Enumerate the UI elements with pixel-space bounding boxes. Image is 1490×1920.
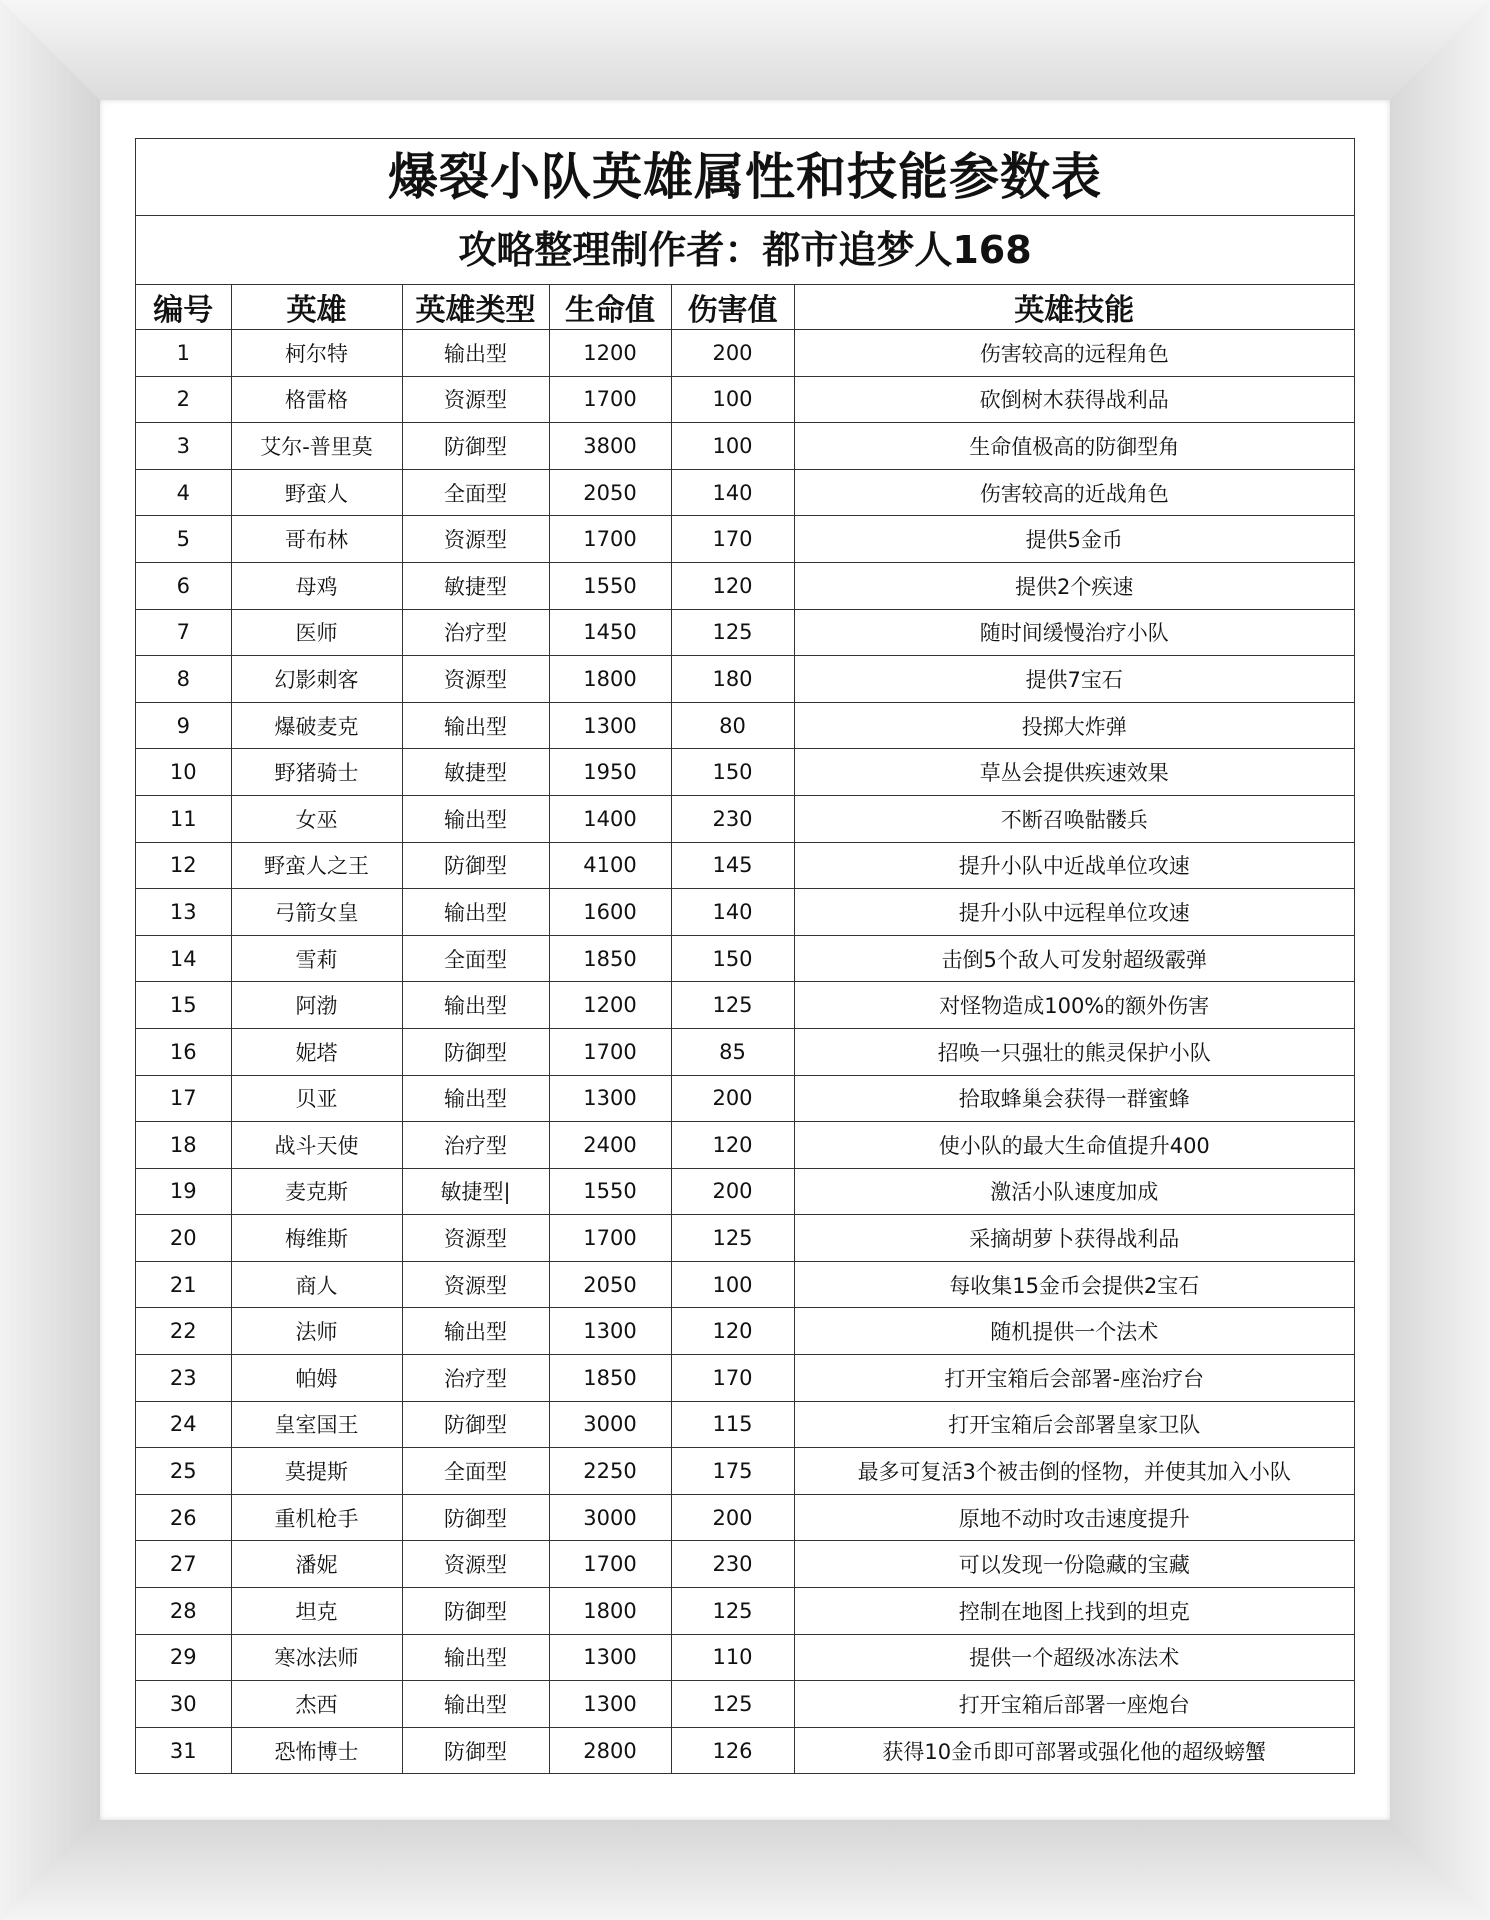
cell-hero: 莫提斯 xyxy=(231,1448,402,1495)
cell-hero-type: 资源型 xyxy=(402,516,549,563)
cell-skill: 拾取蜂巢会获得一群蜜蜂 xyxy=(794,1075,1354,1122)
cell-id: 12 xyxy=(136,842,231,889)
frame-bevel-bottom xyxy=(0,1820,1490,1920)
table-row xyxy=(136,1215,1354,1262)
header-skill: 英雄技能 xyxy=(794,285,1354,330)
cell-damage: 140 xyxy=(671,469,794,516)
cell-damage: 175 xyxy=(671,1448,794,1495)
cell-id: 9 xyxy=(136,702,231,749)
cell-id: 31 xyxy=(136,1727,231,1773)
cell-damage: 110 xyxy=(671,1634,794,1681)
cell-damage: 170 xyxy=(671,516,794,563)
cell-hero-type: 输出型 xyxy=(402,330,549,377)
cell-hero-type: 治疗型 xyxy=(402,609,549,656)
cell-hp: 1300 xyxy=(549,1634,671,1681)
cell-hp: 1850 xyxy=(549,1355,671,1402)
cell-hero: 阿渤 xyxy=(231,982,402,1029)
cell-skill: 采摘胡萝卜获得战利品 xyxy=(794,1215,1354,1262)
cell-id: 4 xyxy=(136,469,231,516)
hero-table-sheet xyxy=(135,138,1355,1774)
cell-id: 1 xyxy=(136,330,231,377)
cell-hero: 医师 xyxy=(231,609,402,656)
table-row xyxy=(136,1494,1354,1541)
table-row xyxy=(136,1588,1354,1635)
cell-skill: 草丛会提供疾速效果 xyxy=(794,749,1354,796)
table-row xyxy=(136,469,1354,516)
frame-bevel-top xyxy=(0,0,1490,100)
cell-skill: 提供5金币 xyxy=(794,516,1354,563)
cell-skill: 可以发现一份隐藏的宝藏 xyxy=(794,1541,1354,1588)
table-row xyxy=(136,935,1354,982)
cell-hero: 艾尔-普里莫 xyxy=(231,423,402,470)
cell-hero-type: 敏捷型 xyxy=(402,562,549,609)
cell-hp: 1700 xyxy=(549,516,671,563)
cell-skill: 伤害较高的远程角色 xyxy=(794,330,1354,377)
cell-id: 26 xyxy=(136,1494,231,1541)
cell-hero: 野蛮人之王 xyxy=(231,842,402,889)
cell-skill: 提供7宝石 xyxy=(794,656,1354,703)
cell-hero: 贝亚 xyxy=(231,1075,402,1122)
cell-id: 8 xyxy=(136,656,231,703)
cell-id: 19 xyxy=(136,1168,231,1215)
cell-skill: 控制在地图上找到的坦克 xyxy=(794,1588,1354,1635)
cell-hp: 1850 xyxy=(549,935,671,982)
paper-sheet xyxy=(100,100,1390,1820)
cell-hero-type: 资源型 xyxy=(402,376,549,423)
cell-hero-type: 输出型 xyxy=(402,1681,549,1728)
table-row xyxy=(136,1075,1354,1122)
cell-hero-type: 治疗型 xyxy=(402,1355,549,1402)
cell-hero: 潘妮 xyxy=(231,1541,402,1588)
cell-id: 7 xyxy=(136,609,231,656)
cell-id: 27 xyxy=(136,1541,231,1588)
cell-hp: 2400 xyxy=(549,1122,671,1169)
cell-hero-type: 敏捷型| xyxy=(402,1168,549,1215)
cell-hp: 1200 xyxy=(549,982,671,1029)
cell-hp: 1800 xyxy=(549,1588,671,1635)
page-subtitle: 攻略整理制作者：都市追梦人168 xyxy=(136,216,1354,285)
cell-hero-type: 全面型 xyxy=(402,935,549,982)
table-row xyxy=(136,1681,1354,1728)
cell-hp: 1800 xyxy=(549,656,671,703)
cell-hero: 坦克 xyxy=(231,1588,402,1635)
cell-hp: 1400 xyxy=(549,795,671,842)
cell-damage: 230 xyxy=(671,795,794,842)
cell-skill: 提供2个疾速 xyxy=(794,562,1354,609)
cell-skill: 最多可复活3个被击倒的怪物，并使其加入小队 xyxy=(794,1448,1354,1495)
cell-damage: 115 xyxy=(671,1401,794,1448)
cell-hero: 格雷格 xyxy=(231,376,402,423)
cell-id: 2 xyxy=(136,376,231,423)
cell-hero: 皇室国王 xyxy=(231,1401,402,1448)
cell-skill: 提升小队中远程单位攻速 xyxy=(794,889,1354,936)
cell-hero-type: 防御型 xyxy=(402,1028,549,1075)
cell-hero-type: 敏捷型 xyxy=(402,749,549,796)
cell-hp: 1700 xyxy=(549,376,671,423)
cell-skill: 打开宝箱后部署一座炮台 xyxy=(794,1681,1354,1728)
table-row xyxy=(136,1448,1354,1495)
cell-hero-type: 防御型 xyxy=(402,1401,549,1448)
cell-damage: 150 xyxy=(671,749,794,796)
cell-id: 17 xyxy=(136,1075,231,1122)
cell-hp: 2050 xyxy=(549,469,671,516)
table-row xyxy=(136,516,1354,563)
cell-damage: 85 xyxy=(671,1028,794,1075)
cell-damage: 125 xyxy=(671,1215,794,1262)
cell-hero: 母鸡 xyxy=(231,562,402,609)
table-row xyxy=(136,1122,1354,1169)
cell-id: 14 xyxy=(136,935,231,982)
cell-id: 16 xyxy=(136,1028,231,1075)
cell-id: 22 xyxy=(136,1308,231,1355)
hero-table xyxy=(136,285,1354,1773)
cell-id: 28 xyxy=(136,1588,231,1635)
cell-id: 13 xyxy=(136,889,231,936)
cell-hero: 商人 xyxy=(231,1261,402,1308)
cell-damage: 200 xyxy=(671,1168,794,1215)
cell-damage: 100 xyxy=(671,376,794,423)
cell-hero: 野蛮人 xyxy=(231,469,402,516)
cell-damage: 145 xyxy=(671,842,794,889)
cell-hp: 2050 xyxy=(549,1261,671,1308)
cell-hero-type: 资源型 xyxy=(402,1261,549,1308)
cell-damage: 125 xyxy=(671,1681,794,1728)
table-body xyxy=(136,330,1354,1774)
cell-skill: 提升小队中近战单位攻速 xyxy=(794,842,1354,889)
cell-hp: 1300 xyxy=(549,702,671,749)
cell-hero-type: 输出型 xyxy=(402,889,549,936)
table-row xyxy=(136,749,1354,796)
cell-hero-type: 输出型 xyxy=(402,702,549,749)
cell-hero: 柯尔特 xyxy=(231,330,402,377)
cell-hp: 1950 xyxy=(549,749,671,796)
cell-damage: 180 xyxy=(671,656,794,703)
cell-hp: 1300 xyxy=(549,1075,671,1122)
cell-damage: 200 xyxy=(671,1075,794,1122)
cell-skill: 招唤一只强壮的熊灵保护小队 xyxy=(794,1028,1354,1075)
cell-hp: 1600 xyxy=(549,889,671,936)
cell-damage: 140 xyxy=(671,889,794,936)
cell-hero: 弓箭女皇 xyxy=(231,889,402,936)
cell-damage: 80 xyxy=(671,702,794,749)
cell-damage: 120 xyxy=(671,1308,794,1355)
cell-hero: 恐怖博士 xyxy=(231,1727,402,1773)
cell-hero: 哥布林 xyxy=(231,516,402,563)
cell-hp: 1550 xyxy=(549,562,671,609)
cell-hero-type: 输出型 xyxy=(402,795,549,842)
cell-skill: 砍倒树木获得战利品 xyxy=(794,376,1354,423)
table-row xyxy=(136,889,1354,936)
cell-hero: 杰西 xyxy=(231,1681,402,1728)
cell-damage: 100 xyxy=(671,1261,794,1308)
cell-skill: 打开宝箱后会部署-座治疗台 xyxy=(794,1355,1354,1402)
page-title: 爆裂小队英雄属性和技能参数表 xyxy=(136,139,1354,216)
cell-skill: 原地不动时攻击速度提升 xyxy=(794,1494,1354,1541)
cell-hp: 3000 xyxy=(549,1494,671,1541)
cell-damage: 125 xyxy=(671,609,794,656)
cell-skill: 投掷大炸弹 xyxy=(794,702,1354,749)
cell-damage: 170 xyxy=(671,1355,794,1402)
cell-hero-type: 治疗型 xyxy=(402,1122,549,1169)
table-row xyxy=(136,656,1354,703)
cell-damage: 125 xyxy=(671,982,794,1029)
cell-hero: 梅维斯 xyxy=(231,1215,402,1262)
cell-id: 30 xyxy=(136,1681,231,1728)
header-id: 编号 xyxy=(136,285,231,330)
cell-hero-type: 资源型 xyxy=(402,1215,549,1262)
table-row xyxy=(136,795,1354,842)
cell-hero-type: 防御型 xyxy=(402,423,549,470)
table-header-row xyxy=(136,285,1354,330)
cell-hero: 帕姆 xyxy=(231,1355,402,1402)
cell-skill: 打开宝箱后会部署皇家卫队 xyxy=(794,1401,1354,1448)
cell-skill: 使小队的最大生命值提升400 xyxy=(794,1122,1354,1169)
cell-hero-type: 防御型 xyxy=(402,1588,549,1635)
cell-hero: 战斗天使 xyxy=(231,1122,402,1169)
cell-damage: 230 xyxy=(671,1541,794,1588)
cell-hero: 法师 xyxy=(231,1308,402,1355)
cell-id: 21 xyxy=(136,1261,231,1308)
header-hero-type: 英雄类型 xyxy=(402,285,549,330)
table-row xyxy=(136,376,1354,423)
cell-id: 20 xyxy=(136,1215,231,1262)
cell-skill: 随时间缓慢治疗小队 xyxy=(794,609,1354,656)
cell-damage: 100 xyxy=(671,423,794,470)
table-row xyxy=(136,842,1354,889)
cell-skill: 激活小队速度加成 xyxy=(794,1168,1354,1215)
cell-hero-type: 全面型 xyxy=(402,469,549,516)
cell-damage: 200 xyxy=(671,1494,794,1541)
cell-skill: 每收集15金币会提供2宝石 xyxy=(794,1261,1354,1308)
cell-hero: 麦克斯 xyxy=(231,1168,402,1215)
cell-hero: 幻影刺客 xyxy=(231,656,402,703)
cell-skill: 伤害较高的近战角色 xyxy=(794,469,1354,516)
table-row xyxy=(136,1308,1354,1355)
cell-hp: 4100 xyxy=(549,842,671,889)
cell-hero: 野猪骑士 xyxy=(231,749,402,796)
cell-hp: 1450 xyxy=(549,609,671,656)
cell-hp: 3000 xyxy=(549,1401,671,1448)
table-row xyxy=(136,1634,1354,1681)
cell-hero-type: 防御型 xyxy=(402,1727,549,1773)
cell-hero-type: 防御型 xyxy=(402,842,549,889)
cell-hero-type: 输出型 xyxy=(402,982,549,1029)
table-row xyxy=(136,1401,1354,1448)
cell-id: 29 xyxy=(136,1634,231,1681)
cell-id: 25 xyxy=(136,1448,231,1495)
cell-id: 6 xyxy=(136,562,231,609)
frame-bevel-right xyxy=(1390,0,1490,1920)
cell-hero: 寒冰法师 xyxy=(231,1634,402,1681)
cell-id: 10 xyxy=(136,749,231,796)
cell-hp: 2800 xyxy=(549,1727,671,1773)
cell-skill: 生命值极高的防御型角 xyxy=(794,423,1354,470)
table-row xyxy=(136,1355,1354,1402)
cell-hero: 重机枪手 xyxy=(231,1494,402,1541)
cell-hero-type: 资源型 xyxy=(402,656,549,703)
cell-hero: 雪莉 xyxy=(231,935,402,982)
cell-hero-type: 防御型 xyxy=(402,1494,549,1541)
cell-id: 3 xyxy=(136,423,231,470)
cell-skill: 获得10金币即可部署或强化他的超级螃蟹 xyxy=(794,1727,1354,1773)
cell-skill: 随机提供一个法术 xyxy=(794,1308,1354,1355)
cell-hero-type: 输出型 xyxy=(402,1075,549,1122)
header-hero: 英雄 xyxy=(231,285,402,330)
cell-id: 18 xyxy=(136,1122,231,1169)
cell-skill: 不断召唤骷髅兵 xyxy=(794,795,1354,842)
header-damage: 伤害值 xyxy=(671,285,794,330)
cell-hp: 1300 xyxy=(549,1681,671,1728)
cell-hp: 2250 xyxy=(549,1448,671,1495)
table-row xyxy=(136,609,1354,656)
cell-skill: 对怪物造成100%的额外伤害 xyxy=(794,982,1354,1029)
cell-hp: 3800 xyxy=(549,423,671,470)
cell-damage: 120 xyxy=(671,1122,794,1169)
cell-hp: 1300 xyxy=(549,1308,671,1355)
cell-skill: 击倒5个敌人可发射超级霰弹 xyxy=(794,935,1354,982)
cell-damage: 126 xyxy=(671,1727,794,1773)
table-row xyxy=(136,702,1354,749)
cell-hero: 爆破麦克 xyxy=(231,702,402,749)
cell-hero-type: 资源型 xyxy=(402,1541,549,1588)
cell-hp: 1200 xyxy=(549,330,671,377)
cell-damage: 200 xyxy=(671,330,794,377)
cell-hero-type: 输出型 xyxy=(402,1634,549,1681)
table-row xyxy=(136,423,1354,470)
cell-damage: 125 xyxy=(671,1588,794,1635)
table-row xyxy=(136,982,1354,1029)
header-hp: 生命值 xyxy=(549,285,671,330)
cell-id: 15 xyxy=(136,982,231,1029)
cell-hp: 1700 xyxy=(549,1028,671,1075)
table-row xyxy=(136,330,1354,377)
table-row xyxy=(136,1727,1354,1773)
table-row xyxy=(136,1261,1354,1308)
cell-hero: 妮塔 xyxy=(231,1028,402,1075)
cell-hp: 1700 xyxy=(549,1215,671,1262)
cell-id: 11 xyxy=(136,795,231,842)
table-row xyxy=(136,562,1354,609)
cell-hp: 1700 xyxy=(549,1541,671,1588)
cell-damage: 120 xyxy=(671,562,794,609)
cell-hp: 1550 xyxy=(549,1168,671,1215)
cell-id: 5 xyxy=(136,516,231,563)
table-row xyxy=(136,1168,1354,1215)
cell-skill: 提供一个超级冰冻法术 xyxy=(794,1634,1354,1681)
cell-id: 23 xyxy=(136,1355,231,1402)
cell-hero-type: 输出型 xyxy=(402,1308,549,1355)
table-row xyxy=(136,1541,1354,1588)
cell-id: 24 xyxy=(136,1401,231,1448)
cell-damage: 150 xyxy=(671,935,794,982)
table-row xyxy=(136,1028,1354,1075)
cell-hero: 女巫 xyxy=(231,795,402,842)
cell-hero-type: 全面型 xyxy=(402,1448,549,1495)
frame-bevel-left xyxy=(0,0,100,1920)
